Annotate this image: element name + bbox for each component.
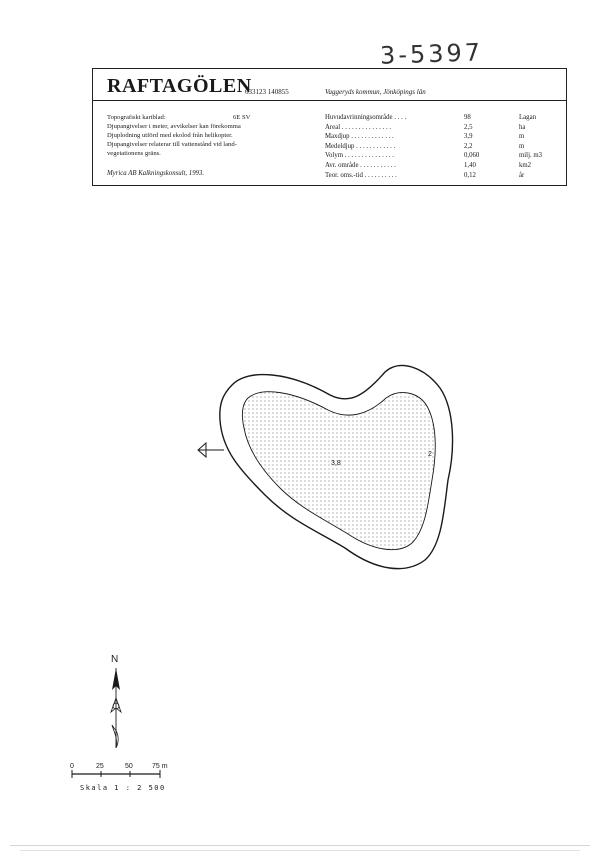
stat-unit: m [519, 133, 525, 141]
north-label: N [111, 654, 119, 665]
note-line: Djupangivelser relaterar till vattenstånd vid land- [107, 141, 237, 148]
scale-ratio: Skala 1 : 2 500 [80, 784, 166, 792]
scale-bar [72, 770, 160, 778]
stat-value: 0,060 [464, 152, 480, 160]
municipality: Vaggeryds kommun, Jönköpings län [325, 88, 426, 96]
lake-coordinates: 633123 140855 [245, 88, 289, 96]
stat-label: Avr. område . . . . . . . . . . . [325, 161, 396, 169]
depth-label-max: 3,8 [331, 460, 341, 467]
note-line: Djuplodning utförd med ekolod från helikopter. [107, 132, 233, 139]
scale-tick-label: 50 [125, 763, 133, 770]
stat-value: 2,5 [464, 123, 473, 131]
handwritten-archive-code: 3-5397 [379, 38, 484, 70]
stat-label: Volym . . . . . . . . . . . . . . . [325, 152, 394, 160]
note-line: Djupangivelser i meter, avvikelser kan förekomma [107, 123, 241, 130]
scan-noise [10, 845, 590, 851]
stat-value: 0,12 [464, 171, 476, 179]
north-arrow [111, 668, 121, 748]
stat-value: 2,2 [464, 142, 473, 150]
stat-label: Maxdjup . . . . . . . . . . . . . [325, 133, 394, 141]
stat-label: Areal . . . . . . . . . . . . . . . [325, 123, 392, 131]
stat-unit: milj. m3 [519, 152, 543, 160]
stat-unit: m [519, 142, 525, 150]
stat-value: 98 [464, 114, 471, 121]
depth-label-contour: 2 [428, 451, 432, 458]
lake-name: RAFTAGÖLEN [107, 75, 252, 97]
stat-label: Teor. oms.-tid . . . . . . . . . . [325, 171, 397, 179]
stat-label: Medeldjup . . . . . . . . . . . . [325, 142, 396, 150]
outlet-arrow [198, 443, 224, 457]
topo-sheet-label: Topografiskt kartblad: [107, 114, 166, 121]
stat-value: 1,40 [464, 161, 476, 169]
stat-unit: år [519, 171, 525, 179]
topo-sheet-value: 6E SV [233, 114, 251, 121]
depth-contour-2m [242, 392, 435, 550]
scale-tick-label: 0 [70, 763, 74, 770]
stat-unit: km2 [519, 161, 532, 169]
stat-value: 3,9 [464, 133, 473, 141]
scale-tick-label: 25 [96, 763, 104, 770]
stat-unit: Lagan [519, 114, 536, 121]
stat-label: Huvudavrinningsområde . . . . [325, 114, 407, 121]
note-line: vegetationens gräns. [107, 150, 161, 157]
scale-tick-label: 75 m [152, 763, 168, 770]
survey-credit: Myrica AB Kalkningskonsult, 1993. [107, 170, 205, 177]
stat-unit: ha [519, 123, 526, 131]
